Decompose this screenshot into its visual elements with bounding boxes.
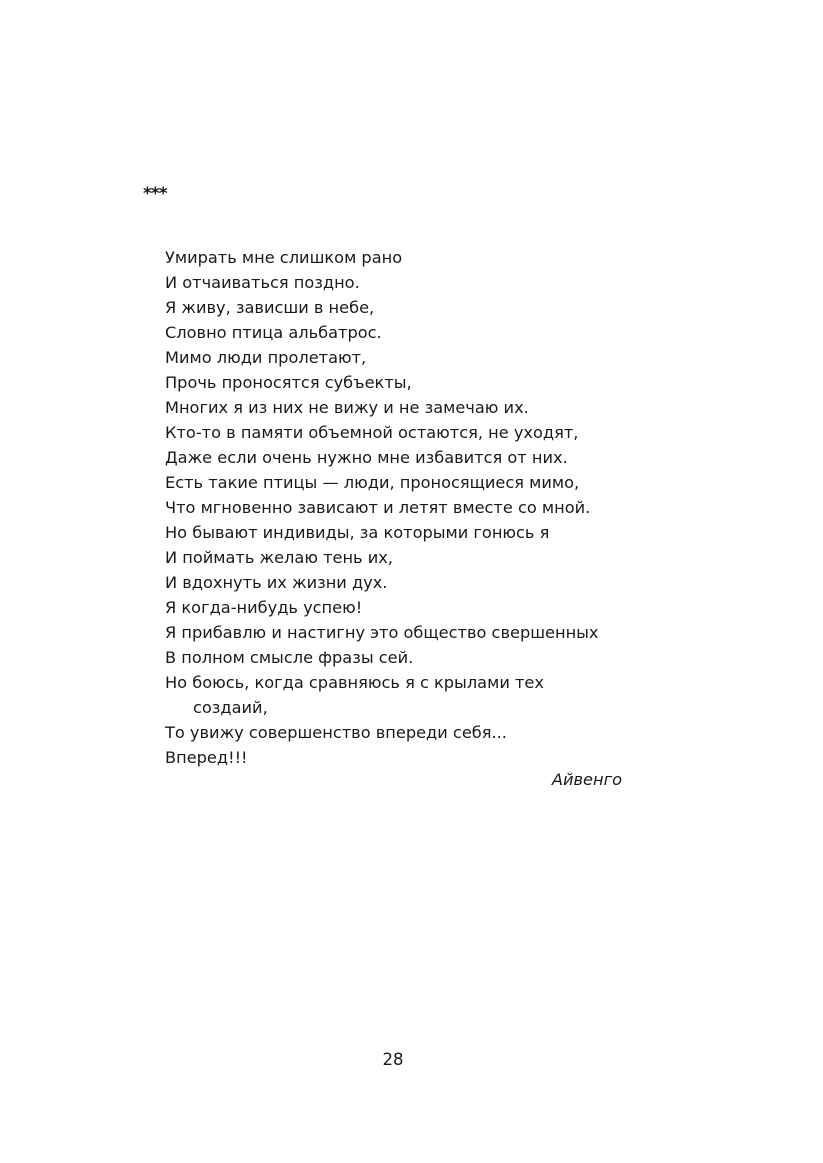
poem-line: Вперед!!!	[165, 748, 248, 767]
poem-line: Я прибавлю и настигну это общество свершенных	[165, 623, 599, 642]
poem-line: В полном смысле фразы сей.	[165, 648, 414, 667]
poem-line: Словно птица альбатрос.	[165, 323, 382, 342]
poem	[165, 245, 635, 770]
section-marker: ***	[143, 184, 167, 204]
poem-line: И вдохнуть их жизни дух.	[165, 573, 388, 592]
poem-line: Но боюсь, когда сравняюсь я с крылами тех	[165, 673, 544, 692]
poem-line: Прочь проносятся субъекты,	[165, 373, 412, 392]
poem-author: Айвенго	[551, 770, 622, 789]
poem-line: Но бывают индивиды, за которыми гонюсь я	[165, 523, 550, 542]
page-number: 28	[382, 1050, 404, 1069]
poem-line: Кто-то в памяти объемной остаются, не уходят,	[165, 423, 579, 442]
poem-line: Что мгновенно зависают и летят вместе со мной.	[165, 498, 591, 517]
poem-line: И отчаиваться поздно.	[165, 273, 360, 292]
poem-line: Мимо люди пролетают,	[165, 348, 367, 367]
poem-line: Умирать мне слишком рано	[165, 248, 403, 267]
poem-line: И поймать желаю тень их,	[165, 548, 393, 567]
poem-line: Многих я из них не вижу и не замечаю их.	[165, 398, 529, 417]
poem-line: То увижу совершенство впереди себя...	[165, 723, 507, 742]
poem-line-continuation: создаий,	[193, 698, 268, 717]
poem-line: Я когда-нибудь успею!	[165, 598, 363, 617]
poem-line: Даже если очень нужно мне избавится от них.	[165, 448, 568, 467]
poem-line: Я живу, зависши в небе,	[165, 298, 375, 317]
poem-line: Есть такие птицы — люди, проносящиеся мимо,	[165, 473, 580, 492]
